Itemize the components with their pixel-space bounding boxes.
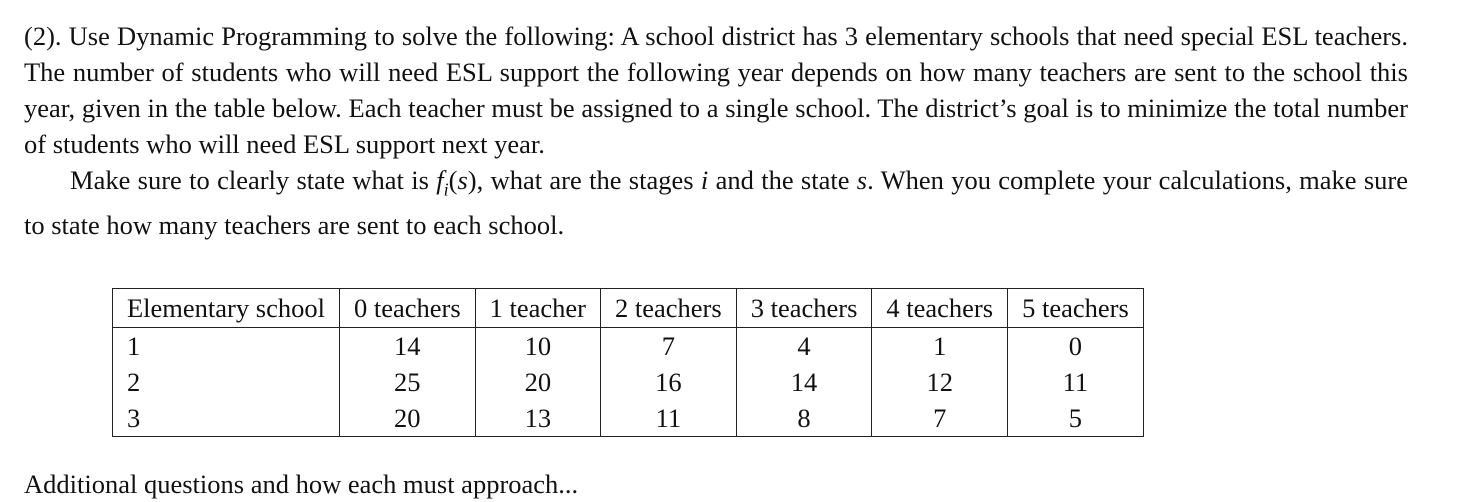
table-cell: 1	[872, 328, 1008, 365]
table-cell: 5	[1008, 400, 1144, 437]
table-cell: 25	[339, 364, 475, 400]
table-cell: 8	[736, 400, 872, 437]
table-cell: 14	[339, 328, 475, 365]
instructions-text-c: and the state	[708, 165, 857, 195]
math-state-s-2: s	[856, 165, 868, 195]
instructions-text-a: Make sure to clearly state what is	[70, 165, 437, 195]
header-5-teachers: 5 teachers	[1008, 289, 1144, 328]
table-row	[113, 400, 1144, 437]
esl-table-container	[112, 288, 1144, 437]
table-cell: 20	[339, 400, 475, 437]
problem-instructions-paragraph	[24, 162, 1408, 243]
cut-off-text-line: Additional questions and how each must approach...	[24, 469, 579, 499]
table-cell: 13	[475, 400, 600, 437]
header-0-teachers: 0 teachers	[339, 289, 475, 328]
math-state-s: s	[457, 165, 468, 195]
school-cell: 1	[113, 328, 340, 365]
esl-table	[112, 288, 1144, 437]
header-2-teachers: 2 teachers	[601, 289, 737, 328]
header-4-teachers: 4 teachers	[872, 289, 1008, 328]
table-cell: 7	[872, 400, 1008, 437]
table-cell: 11	[1008, 364, 1144, 400]
table-cell: 11	[601, 400, 737, 437]
problem-lead-paragraph: (2). Use Dynamic Programming to solve the following: A school district has 3 elementary schools that need special ESL teachers. The number of students who will need ESL support the following year depends on how many teachers are sent to the school this year, given in the table below. Each teacher must be assigned to a single school. The district’s goal is to minimize the total number of students who will need ESL support next year.	[24, 21, 1408, 159]
math-paren-close: )	[467, 165, 477, 195]
table-cell: 12	[872, 364, 1008, 400]
header-1-teacher: 1 teacher	[475, 289, 600, 328]
school-cell: 3	[113, 400, 340, 437]
header-3-teachers: 3 teachers	[736, 289, 872, 328]
school-cell: 2	[113, 364, 340, 400]
math-paren-open: (	[448, 165, 458, 195]
table-cell: 4	[736, 328, 872, 365]
instructions-text-b: , what are the stages	[476, 165, 701, 195]
table-cell: 16	[601, 364, 737, 400]
problem-statement	[24, 18, 1408, 243]
table-cell: 10	[475, 328, 600, 365]
table-cell: 7	[601, 328, 737, 365]
table-cell: 0	[1008, 328, 1144, 365]
table-row	[113, 364, 1144, 400]
math-stage-i: i	[700, 165, 709, 195]
header-elementary-school: Elementary school	[113, 289, 340, 328]
table-cell: 20	[475, 364, 600, 400]
math-f-function: $f_i$	[436, 165, 449, 200]
table-row	[113, 328, 1144, 365]
table-cell: 14	[736, 364, 872, 400]
table-header-row	[113, 289, 1144, 328]
instructions-text-d: . When you complete your calculations, make sure to state how many teachers are sent to each school.	[24, 165, 1409, 241]
